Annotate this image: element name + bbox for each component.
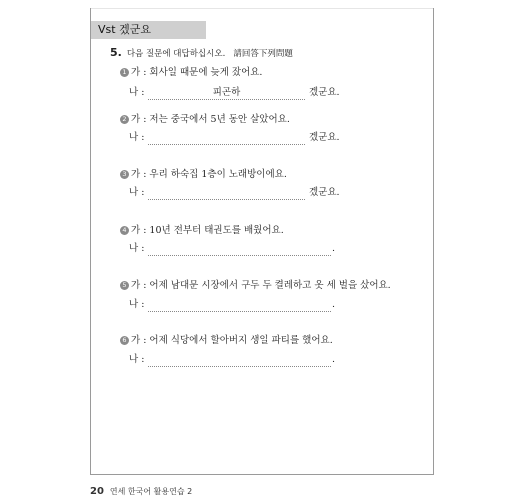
answer-prefix: 나 : xyxy=(129,187,145,198)
item-number-badge: 3 xyxy=(120,170,129,179)
instruction-korean: 다음 질문에 대답하십시오. xyxy=(126,49,226,59)
question-text: 가 : 어제 식당에서 할아버지 생일 파티를 했어요. xyxy=(131,335,333,346)
answer-blank-2[interactable] xyxy=(148,144,305,145)
item-number-badge: 1 xyxy=(120,68,129,77)
question-text: 가 : 어제 남대문 시장에서 구두 두 켤레하고 옷 세 벌을 샀어요. xyxy=(131,280,391,291)
question-text: 가 : 저는 중국에서 5년 동안 살았어요. xyxy=(131,114,290,125)
answer-prefix: 나 : xyxy=(129,243,145,254)
answer-blank-3[interactable] xyxy=(148,199,305,200)
question-2 xyxy=(120,113,290,126)
question-text: 가 : 10년 전부터 태권도를 배웠어요. xyxy=(131,225,284,236)
answer-prefix: 나 : xyxy=(129,132,145,143)
answer-suffix: 겠군요. xyxy=(309,187,340,198)
book-title: 연세 한국어 활용연습 2 xyxy=(109,487,193,496)
page-number: 20 xyxy=(90,486,104,497)
question-5 xyxy=(120,279,391,292)
question-3 xyxy=(120,168,287,181)
answer-prefix: 나 : xyxy=(129,299,145,310)
answer-filled-text: 피곤하 xyxy=(212,87,241,98)
exercise-number: 5. xyxy=(110,46,122,59)
page-footer xyxy=(90,486,192,498)
answer-blank-6[interactable] xyxy=(148,366,331,367)
answer-suffix: . xyxy=(332,243,336,254)
question-text: 가 : 회사일 때문에 늦게 잤어요. xyxy=(131,67,263,78)
answer-prefix: 나 : xyxy=(129,87,145,98)
item-number-badge: 5 xyxy=(120,281,129,290)
item-number-badge: 4 xyxy=(120,226,129,235)
answer-suffix: 겠군요. xyxy=(309,132,340,143)
answer-prefix: 나 : xyxy=(129,354,145,365)
answer-suffix: . xyxy=(332,354,336,365)
item-number-badge: 6 xyxy=(120,336,129,345)
question-4 xyxy=(120,224,284,237)
instruction-chinese: 請回答下列問題 xyxy=(233,49,293,59)
answer-blank-1[interactable] xyxy=(148,99,305,100)
answer-blank-4[interactable] xyxy=(148,255,331,256)
question-text: 가 : 우리 하숙집 1층이 노래방이에요. xyxy=(131,169,287,180)
answer-blank-5[interactable] xyxy=(148,311,331,312)
question-6 xyxy=(120,334,333,347)
question-1 xyxy=(120,66,262,79)
answer-suffix: 겠군요. xyxy=(309,87,340,98)
answer-suffix: . xyxy=(332,299,336,310)
item-number-badge: 2 xyxy=(120,115,129,124)
exercise-instruction xyxy=(110,47,293,60)
section-title: Vst 겠군요 xyxy=(98,23,151,36)
